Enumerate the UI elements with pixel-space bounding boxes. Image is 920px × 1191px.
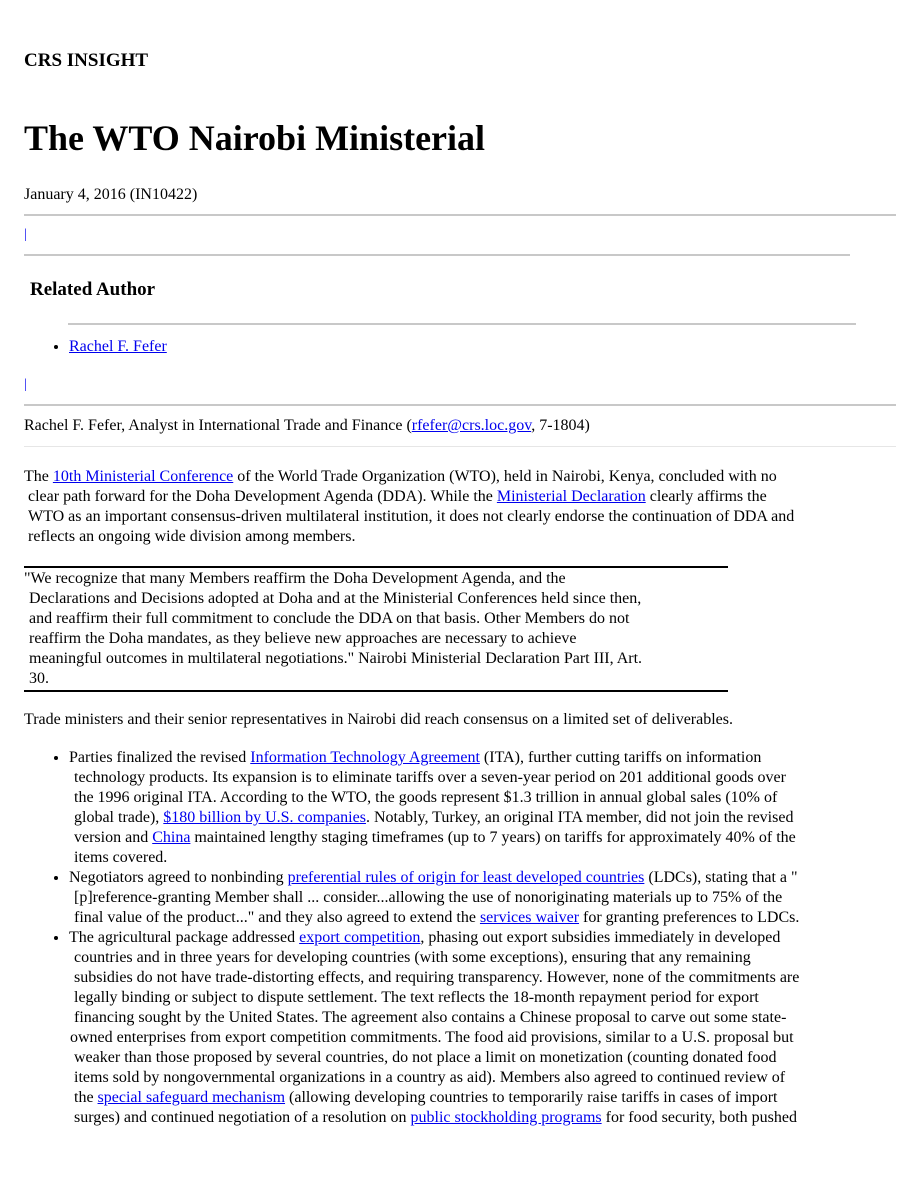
page-title: The WTO Nairobi Ministerial — [24, 118, 486, 158]
divider — [68, 323, 856, 325]
ministerial-conference-link[interactable]: 10th Ministerial Conference — [52, 468, 234, 485]
deliverables-list — [24, 748, 920, 1128]
divider — [24, 446, 896, 447]
blockquote — [24, 566, 728, 692]
quote-line: meaningful outcomes in multilateral negotiations." Nairobi Ministerial Declaration Part III, Art. — [29, 650, 643, 667]
text-line: financing sought by the United States. The agreement also contains a Chinese proposal to carve out some state- — [74, 1009, 787, 1026]
ministerial-declaration-link[interactable]: Ministerial Declaration — [496, 488, 646, 505]
public-stockholding-link[interactable]: public stockholding programs — [410, 1109, 602, 1126]
text-line: [p]reference-granting Member shall ... consider...allowing the use of nonoriginating materials up to 75% of the — [74, 889, 783, 906]
text-line — [69, 868, 920, 888]
text-line — [24, 467, 896, 487]
text: clearly affirms the — [645, 488, 767, 505]
text-line — [69, 1088, 920, 1108]
rules-of-origin-link[interactable]: preferential rules of origin for least developed countries — [287, 869, 645, 886]
text: clear path forward for the Doha Development Agenda (DDA). While the — [28, 488, 497, 505]
text-line: items sold by nongovernmental organizations in a country as aid). Members also agreed to continued review of — [74, 1069, 786, 1086]
text: The — [24, 468, 53, 485]
text-line — [69, 748, 920, 768]
series-label: CRS INSIGHT — [24, 50, 149, 71]
text-line: weaker than those proposed by several countries, do not place a limit on monetization (counting donated food — [74, 1049, 777, 1066]
byline-text: Rachel F. Fefer, Analyst in International Trade and Finance ( — [24, 417, 412, 434]
text-line: countries and in three years for developing countries (with some exceptions), ensuring that any remaining — [74, 949, 751, 966]
text-line — [69, 1108, 920, 1128]
list-item — [69, 337, 167, 357]
quote-line: 30. — [29, 670, 49, 687]
ita-link[interactable]: Information Technology Agreement — [250, 749, 480, 766]
body-paragraph: Trade ministers and their senior representatives in Nairobi did reach consensus on a limited set of deliverables. — [24, 711, 733, 728]
quote-line: Declarations and Decisions adopted at Doha and at the Ministerial Conferences held since then, — [29, 590, 642, 607]
text: for granting preferences to LDCs. — [579, 909, 800, 926]
text-line: owned enterprises from export competition commitments. The food aid provisions, similar to a U.S. proposal but — [70, 1029, 794, 1046]
china-link[interactable]: China — [152, 829, 191, 846]
quote-line: "We recognize that many Members reaffirm the Doha Development Agenda, and the — [24, 570, 566, 587]
text: maintained lengthy staging timeframes (up to 7 years) on tariffs for approximately 40% of the — [190, 829, 796, 846]
export-competition-link[interactable]: export competition — [299, 929, 421, 946]
text-line — [69, 908, 920, 928]
text-line: items covered. — [74, 849, 168, 866]
byline-text: , 7-1804) — [531, 417, 590, 434]
text: final value of the product..." and they also agreed to extend the — [74, 909, 480, 926]
list-item-ita — [69, 748, 920, 868]
related-author-list — [24, 337, 167, 357]
text: (allowing developing countries to temporarily raise tariffs in cases of import — [285, 1089, 778, 1106]
publication-date: January 4, 2016 (IN10422) — [24, 186, 198, 203]
divider — [24, 254, 850, 256]
text: Negotiators agreed to nonbinding — [69, 869, 288, 886]
text-line: the 1996 original ITA. According to the WTO, the goods represent $1.3 trillion in annual global sales (10% of — [74, 789, 778, 806]
list-item-ldc — [69, 868, 920, 928]
text: the — [74, 1089, 98, 1106]
text-line — [69, 928, 920, 948]
divider — [24, 404, 896, 406]
quote-line: reaffirm the Doha mandates, as they believe new approaches are necessary to achieve — [29, 630, 577, 647]
text: surges) and continued negotiation of a resolution on — [74, 1109, 411, 1126]
list-item-agriculture — [69, 928, 920, 1128]
related-author-heading: Related Author — [30, 279, 156, 300]
text: The agricultural package addressed — [69, 929, 300, 946]
quote-line: and reaffirm their full commitment to conclude the DDA on that basis. Other Members do not — [29, 610, 630, 627]
intro-paragraph — [24, 467, 896, 547]
author-email-link[interactable]: rfefer@crs.loc.gov — [411, 417, 532, 434]
text: of the World Trade Organization (WTO), held in Nairobi, Kenya, concluded with no — [233, 468, 777, 485]
text: , phasing out export subsidies immediately in developed — [420, 929, 781, 946]
special-safeguard-link[interactable]: special safeguard mechanism — [97, 1089, 286, 1106]
text-line — [24, 487, 896, 507]
text: global trade), — [74, 809, 164, 826]
text: version and — [74, 829, 153, 846]
text-line — [69, 808, 920, 828]
text-line: technology products. Its expansion is to eliminate tariffs over a seven-year period on 201 additional goods over — [74, 769, 786, 786]
text-line: reflects an ongoing wide division among members. — [28, 528, 356, 545]
text: (LDCs), stating that a " — [644, 869, 798, 886]
text: for food security, both pushed — [601, 1109, 797, 1126]
text: . Notably, Turkey, an original ITA member, did not join the revised — [365, 809, 794, 826]
text-line: subsidies do not have trade-distorting effects, and requiring transparency. However, none of the commitments are — [74, 969, 800, 986]
services-waiver-link[interactable]: services waiver — [479, 909, 580, 926]
us-companies-link[interactable]: $180 billion by U.S. companies — [163, 809, 366, 826]
divider — [24, 214, 896, 216]
author-link[interactable]: Rachel F. Fefer — [69, 338, 167, 355]
anchor-link[interactable]: | — [24, 377, 27, 392]
text: Parties finalized the revised — [69, 749, 251, 766]
text-line: legally binding or subject to dispute settlement. The text reflects the 18-month repayment period for export — [74, 989, 759, 1006]
text-line — [69, 828, 920, 848]
anchor-link[interactable]: | — [24, 227, 27, 242]
text-line: WTO as an important consensus-driven multilateral institution, it does not clearly endorse the continuation of DDA and — [28, 508, 795, 525]
author-byline — [24, 416, 590, 436]
text: (ITA), further cutting tariffs on information — [479, 749, 762, 766]
